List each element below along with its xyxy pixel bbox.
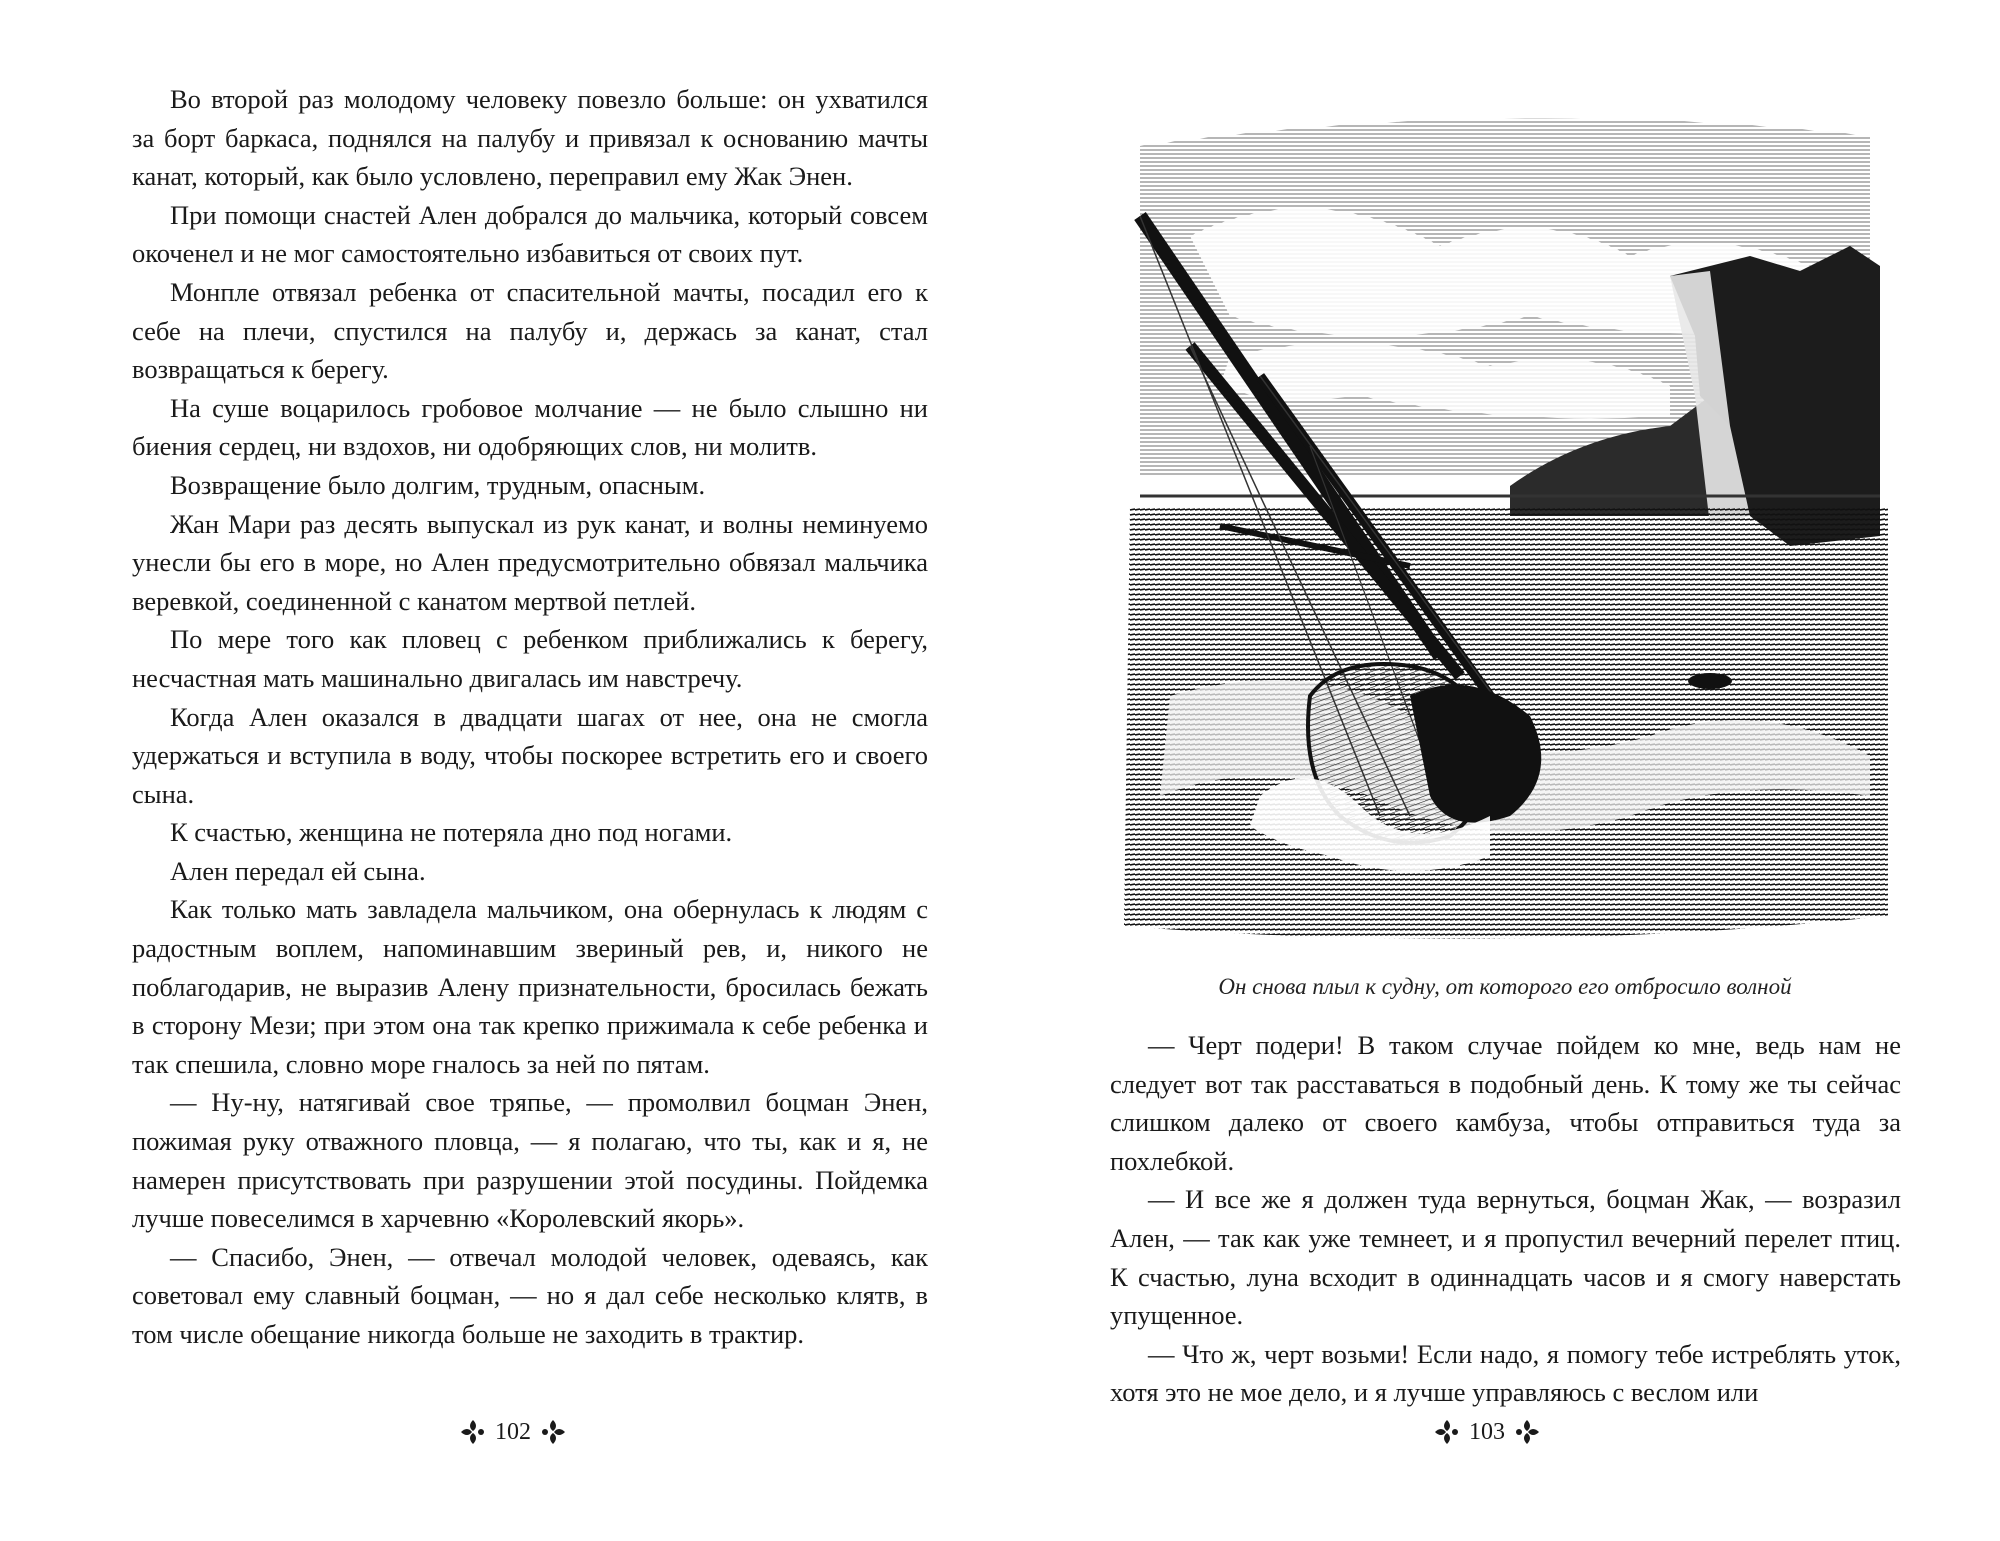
paragraph: При помощи снастей Ален добрался до мальчика, который совсем окоченел и не мог самостоятельно избавиться от своих пут. xyxy=(132,199,928,269)
right-page xyxy=(1000,0,2000,1541)
page-number-right xyxy=(1387,1418,1587,1446)
paragraph: Как только мать завладела мальчиком, она обернулась к людям с радостным воплем, напоминавшим звериный рев, и, никого не поблагодарив, не выразив Алену признательности, бросилась бежать в сторону Мези; при этом она так крепко прижимала к себе ребенка и так спешила, словно море гналось за ней по пятам. xyxy=(132,894,928,1079)
paragraph: — И все же я должен туда вернуться, боцман Жак, — возразил Ален, — так как уже темнеет, и я пропустил вечерний перелет птиц. К счастью, луна всходит в одиннадцать часов и я смогу наверстать упущенное. xyxy=(1110,1184,1901,1331)
paragraph: Во второй раз молодому человеку повезло больше: он ухватился за борт баркаса, поднялся на палубу и привязал к основанию мачты канат, который, как было условлено, переправил ему Жак Энен. xyxy=(132,84,928,192)
right-page-text xyxy=(1110,1026,1901,1412)
page-number: 103 xyxy=(1469,1418,1505,1445)
fleuron-icon xyxy=(1513,1418,1541,1446)
paragraph: — Что ж, черт возьми! Если надо, я помогу тебе истреблять уток, хотя это не мое дело, и я лучше управляюсь с веслом или xyxy=(1110,1338,1901,1408)
paragraph: — Черт подери! В таком случае пойдем ко мне, ведь нам не следует вот так расставаться в подобный день. К тому же ты сейчас слишком далеко от своего камбуза, чтобы отправиться туда за похлебкой. xyxy=(1110,1030,1901,1176)
paragraph: Возвращение было долгим, трудным, опасным. xyxy=(170,469,706,500)
paragraph: Когда Ален оказался в двадцати шагах от нее, она не смогла удержаться и вступила в воду, чтобы поскорее встретить его и своего сына. xyxy=(132,701,928,809)
fleuron-icon xyxy=(459,1418,487,1446)
paragraph: Ален передал ей сына. xyxy=(170,855,426,886)
page-number-left xyxy=(413,1418,613,1446)
paragraph: К счастью, женщина не потеряла дно под ногами. xyxy=(170,817,733,848)
paragraph: — Ну-ну, натягивай свое тряпье, — промолвил боцман Энен, пожимая руку отважного пловца, — я полагаю, что ты, как и я, не намерен присутствовать при разрушении этой посудины. Пойдемка лучше повеселимся в харчевню «Королевский якорь». xyxy=(132,1087,928,1234)
paragraph: По мере того как пловец с ребенком приближались к берегу, несчастная мать машинально двигалась им навстречу. xyxy=(132,624,928,693)
paragraph: — Спасибо, Энен, — отвечал молодой человек, одеваясь, как советовал ему славный боцман, — но я дал себе несколько клятв, в том числе обещание никогда больше не заходить в трактир. xyxy=(132,1241,928,1349)
left-page-text xyxy=(132,80,928,1354)
paragraph: Монпле отвязал ребенка от спасительной мачты, посадил его к себе на плечи, спустился на палубу и, держась за канат, стал возвращаться к берегу. xyxy=(132,276,928,385)
fleuron-icon xyxy=(539,1418,567,1446)
paragraph: На суше воцарилось гробовое молчание — не было слышно ни биения сердец, ни вздохов, ни одобряющих слов, ни молитв. xyxy=(132,392,928,462)
illustration-caption: Он снова плыл к судну, от которого его отбросило волной xyxy=(1218,974,1792,999)
page-number: 102 xyxy=(495,1418,531,1445)
fleuron-icon xyxy=(1433,1418,1461,1446)
paragraph: Жан Мари раз десять выпускал из рук канат, и волны неминуемо унесли бы его в море, но Ален предусмотрительно обвязал мальчика веревкой, соединенной с канатом мертвой петлей. xyxy=(132,508,928,616)
engraving-illustration xyxy=(1110,96,1900,958)
